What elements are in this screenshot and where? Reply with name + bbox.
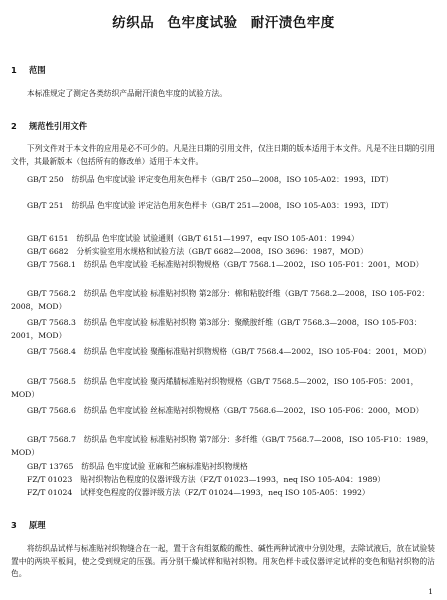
reference-code: FZ/T 01023 — [27, 475, 73, 484]
section-3-body: 将纺织品试样与标准贴衬织物缝合在一起，置于含有组氨酸的酸性、碱性两种试液中分别处理，去除试液后，放在试验装置中的两块平板间，使之受到规定的压强。再分别干燥试样和贴衬织物。用灰色样卡或仪器评定试样的变色和贴衬织物的沾色。 — [11, 544, 435, 579]
reference-code: GB/T 7568.2 — [27, 289, 76, 298]
reference-entry — [11, 405, 435, 418]
reference-text: 纺织品 色牢度试验 试验通则（GB/T 6151—1997，eqv ISO 105-A01：1994） — [76, 234, 359, 243]
reference-entry — [11, 376, 435, 401]
reference-code: GB/T 7568.5 — [27, 377, 76, 386]
reference-text: 纺织品 色牢度试验 聚酯标准贴衬织物规格（GB/T 7568.4—2002，ISO 105-F04：2001，MOD） — [83, 347, 431, 356]
section-2-intro: 下列文件对于本文件的应用是必不可少的。凡是注日期的引用文件，仅注日期的版本适用于本文件。凡是不注日期的引用文件，其最新版本（包括所有的修改单）适用于本文件。 — [11, 144, 435, 166]
reference-entry — [11, 233, 435, 246]
reference-entry — [11, 346, 435, 359]
section-1-body: 本标准规定了测定各类纺织产品耐汗渍色牢度的试验方法。 — [27, 89, 227, 98]
reference-code: FZ/T 01024 — [27, 488, 73, 497]
section-title: 范围 — [29, 65, 46, 75]
reference-code: GB/T 7568.4 — [27, 347, 76, 356]
section-title: 原理 — [29, 520, 46, 530]
reference-code: GB/T 7568.6 — [27, 406, 76, 415]
reference-code: GB/T 13765 — [27, 462, 74, 471]
reference-entry — [11, 288, 435, 313]
reference-entry — [11, 174, 435, 187]
document-title: 纺织品 色牢度试验 耐汗渍色牢度 — [112, 15, 335, 31]
reference-text: 纺织品 色牢度试验 亚麻和苎麻标准贴衬织物规格 — [81, 462, 248, 471]
reference-entry — [11, 259, 435, 272]
reference-text: 纺织品 色牢度试验 毛标准贴衬织物规格（GB/T 7568.1—2002，ISO 105-F01：2001，MOD） — [83, 260, 424, 269]
reference-code: GB/T 7568.3 — [27, 318, 76, 327]
reference-entry — [11, 474, 435, 487]
reference-text: 纺织品 色牢度试验 聚丙烯腈标准贴衬织物规格（GB/T 7568.5—2002，ISO 105-F05：2001，MOD） — [11, 377, 419, 399]
reference-code: GB/T 250 — [27, 175, 64, 184]
reference-code: GB/T 6682 — [27, 247, 69, 256]
reference-text: 分析实验室用水规格和试验方法（GB/T 6682—2008，ISO 3696：1987，MOD） — [76, 247, 368, 256]
page-number: 1 — [428, 587, 433, 596]
reference-text: 纺织品 色牢度试验 评定变色用灰色样卡（GB/T 250—2008，ISO 105-A02：1993，IDT） — [71, 175, 394, 184]
reference-text: 纺织品 色牢度试验 丝标准贴衬织物规格（GB/T 7568.6—2002，ISO 105-F06：2000，MOD） — [83, 406, 424, 415]
reference-code: GB/T 7568.1 — [27, 260, 76, 269]
section-title: 规范性引用文件 — [29, 121, 88, 131]
reference-entry — [11, 461, 435, 474]
reference-text: 纺织品 色牢度试验 标准贴衬织物 第7部分：多纤维（GB/T 7568.7—2008，ISO 105-F10：1989，MOD） — [11, 435, 434, 457]
section-number: 1 — [11, 65, 17, 75]
reference-entry — [11, 317, 435, 342]
reference-text: 纺织品 色牢度试验 标准贴衬织物 第3部分：聚酰胺纤维（GB/T 7568.3—2008，ISO 105-F03：2001，MOD） — [11, 318, 422, 340]
section-number: 2 — [11, 121, 17, 131]
reference-text: 贴衬织物沾色程度的仪器评级方法（FZ/T 01023—1993，neq ISO 105-A04：1989） — [80, 475, 385, 484]
section-number: 3 — [11, 520, 17, 530]
section-1-heading — [11, 64, 46, 76]
reference-text: 纺织品 色牢度试验 标准贴衬织物 第2部分：棉和粘胶纤维（GB/T 7568.2—2008，ISO 105-F02：2008，MOD） — [11, 289, 430, 311]
reference-entry — [11, 434, 435, 459]
reference-text: 纺织品 色牢度试验 评定沾色用灰色样卡（GB/T 251—2008，ISO 105-A03：1993，IDT） — [71, 201, 394, 210]
reference-text: 试样变色程度的仪器评级方法（FZ/T 01024—1993，neq ISO 105-A05：1992） — [80, 488, 370, 497]
reference-code: GB/T 7568.7 — [27, 435, 76, 444]
section-2-heading — [11, 120, 87, 132]
reference-entry — [11, 246, 435, 259]
reference-code: GB/T 251 — [27, 201, 64, 210]
section-3-heading — [11, 519, 46, 531]
reference-entry — [11, 487, 435, 500]
reference-entry — [11, 200, 435, 213]
reference-code: GB/T 6151 — [27, 234, 69, 243]
